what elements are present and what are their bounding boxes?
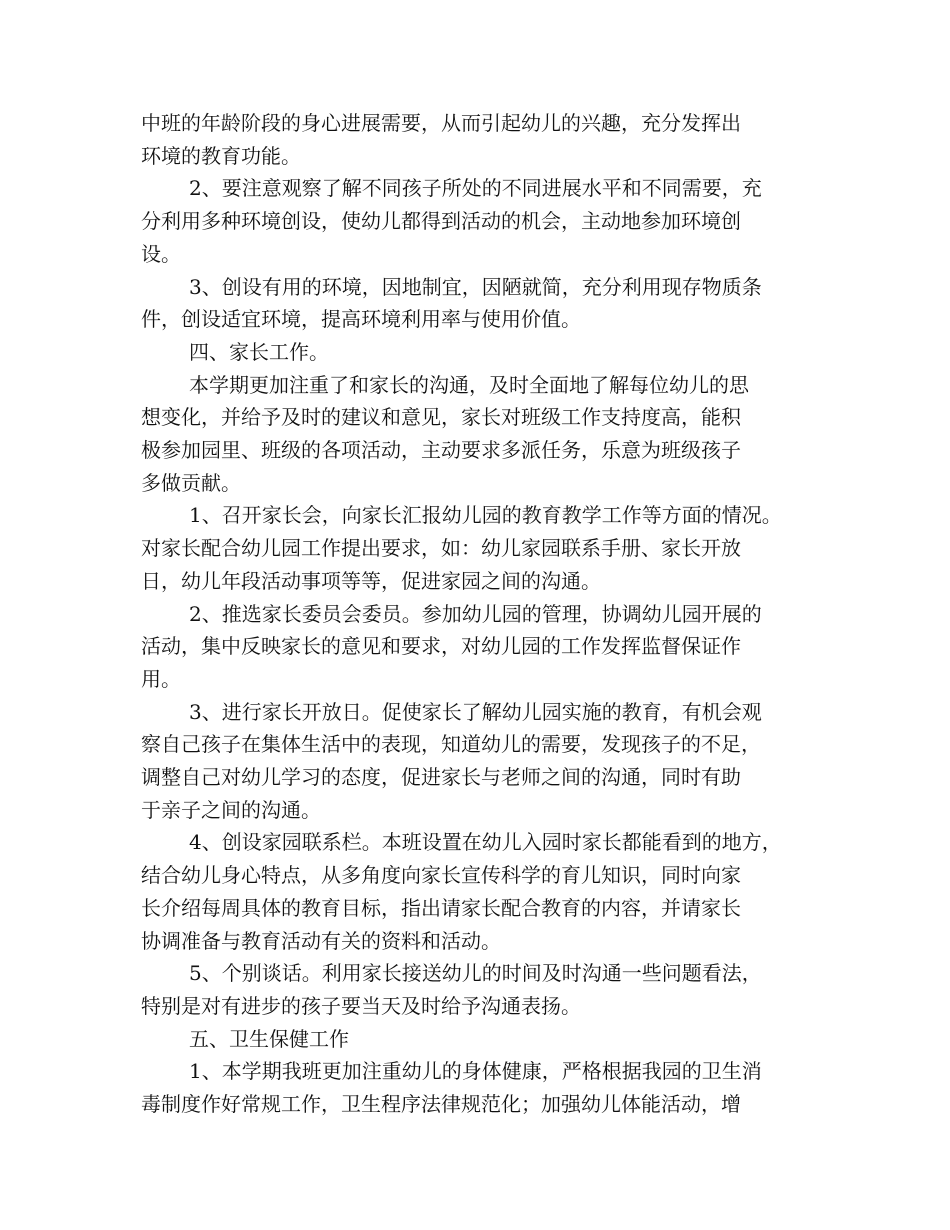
paragraph-3: 3、创设有用的环境，因地制宜，因陋就简，充分利用现存物质条 件，创设适宜环境，提高环境利用率与使用价值。 bbox=[141, 274, 762, 332]
paragraph-5: 本学期更加注重了和家长的沟通，及时全面地了解每位幼儿的思 想变化，并给予及时的建议和意见，家长对班级工作支持度高，能积 极参加园里、班级的各项活动，主动要求多派任务，乐意为班级孩子 多做贡献。 bbox=[141, 372, 749, 495]
section-heading-health-work: 五、卫生保健工作 bbox=[189, 1026, 349, 1051]
paragraph-8: 3、进行家长开放日。促使家长了解幼儿园实施的教育，有机会观 察自己孩子在集体生活中的表现，知道幼儿的需要，发现孩子的不足， 调整自己对幼儿学习的态度，促进家长与老师之间的沟通，同时有助 于亲子之间的沟通。 bbox=[141, 699, 762, 822]
paragraph-12: 1、本学期我班更加注重幼儿的身体健康，严格根据我园的卫生消 毒制度作好常规工作，卫生程序法律规范化；加强幼儿体能活动，增 bbox=[141, 1059, 762, 1117]
paragraph-2: 2、要注意观察了解不同孩子所处的不同进展水平和不同需要，充 分利用多种环境创设，使幼儿都得到活动的机会，主动地参加环境创 设。 bbox=[141, 176, 762, 266]
document-body bbox=[141, 107, 821, 1121]
paragraph-6: 1、召开家长会，向家长汇报幼儿园的教育教学工作等方面的情况。 对家长配合幼儿园工作提出要求，如：幼儿家园联系手册、家长开放 日，幼儿年段活动事项等等，促进家园之间的沟通。 bbox=[141, 503, 782, 593]
paragraph-1: 中班的年龄阶段的身心进展需要，从而引起幼儿的兴趣，充分发挥出 环境的教育功能。 bbox=[141, 111, 741, 168]
paragraph-9: 4、创设家园联系栏。本班设置在幼儿入园时家长都能看到的地方， 结合幼儿身心特点，从多角度向家长宣传科学的育儿知识，同时向家 长介绍每周具体的教育目标，指出请家长配合教育的内容，并请家长 协调准备与教育活动有关的资料和活动。 bbox=[141, 830, 782, 953]
section-heading-parent-work: 四、家长工作。 bbox=[189, 339, 329, 364]
paragraph-10: 5、个别谈话。利用家长接送幼儿的时间及时沟通一些问题看法， 特别是对有进步的孩子要当天及时给予沟通表扬。 bbox=[141, 961, 762, 1018]
paragraph-7: 2、推选家长委员会委员。参加幼儿园的管理，协调幼儿园开展的 活动，集中反映家长的意见和要求，对幼儿园的工作发挥监督保证作 用。 bbox=[141, 601, 762, 691]
